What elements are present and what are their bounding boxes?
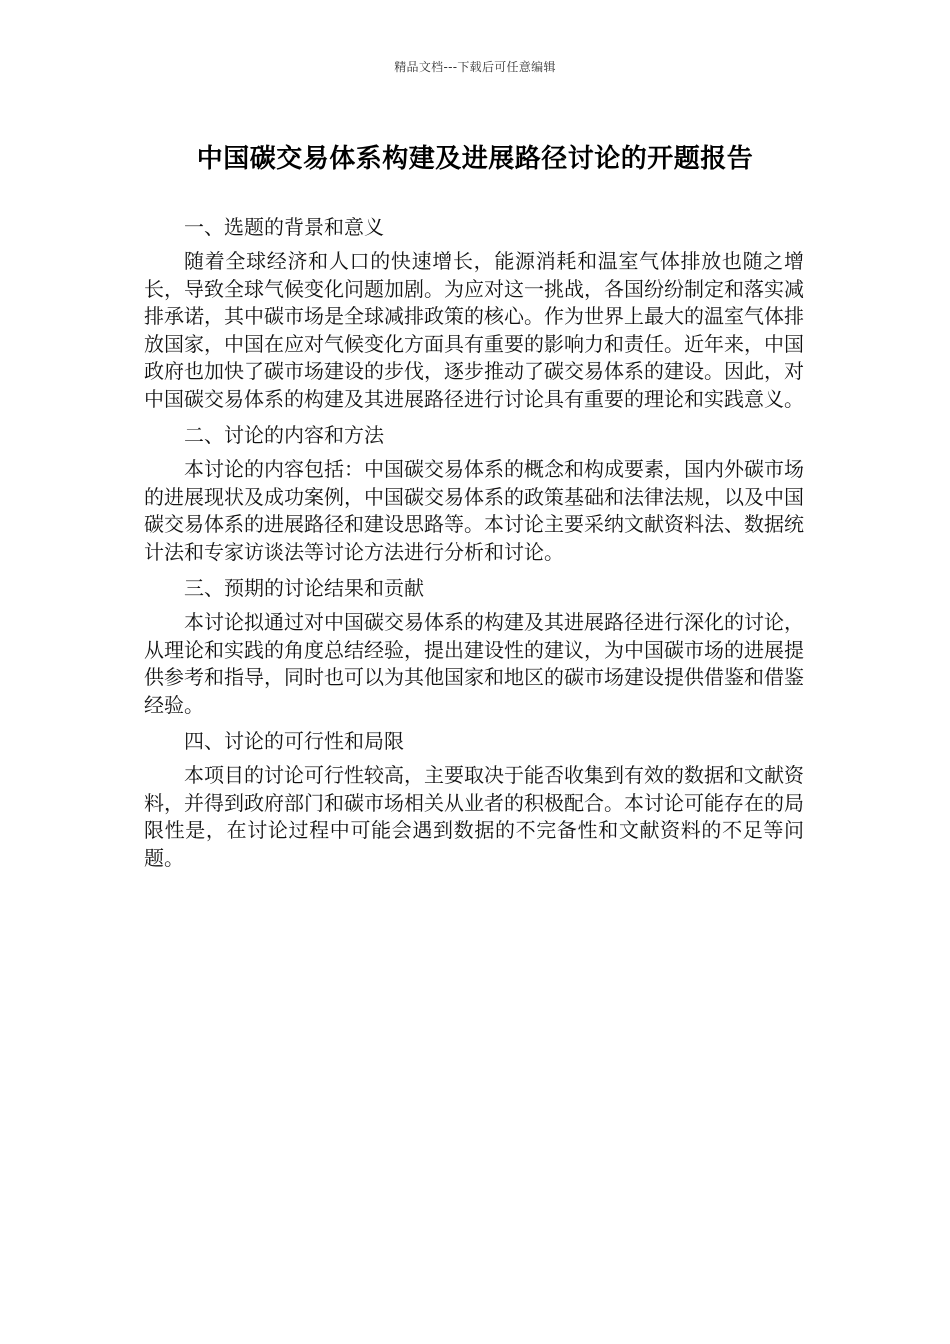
section-heading: 一、选题的背景和意义 [184,215,384,239]
section-heading: 三、预期的讨论结果和贡献 [184,576,424,600]
section-heading: 四、讨论的可行性和局限 [184,729,404,753]
section-content-method [144,420,804,566]
section-background [144,212,804,413]
document-body [144,212,804,879]
section-paragraph: 本项目的讨论可行性较高，主要取决于能否收集到有效的数据和文献资料，并得到政府部门和碳市场相关从业者的积极配合。本讨论可能存在的局限性是，在讨论过程中可能会遇到数据的不完备性和文献资料的不足等问题。 [144,763,804,870]
page-header: 精品文档---下载后可任意编辑 [394,60,556,74]
section-feasibility [144,726,804,872]
section-heading: 二、讨论的内容和方法 [184,423,384,447]
section-expected-results [144,573,804,719]
section-paragraph: 随着全球经济和人口的快速增长，能源消耗和温室气体排放也随之增长，导致全球气候变化问题加剧。为应对这一挑战，各国纷纷制定和落实减排承诺，其中碳市场是全球减排政策的核心。作为世界上最大的温室气体排放国家，中国在应对气候变化方面具有重要的影响力和责任。近年来，中国政府也加快了碳市场建设的步伐，逐步推动了碳交易体系的建设。因此，对中国碳交易体系的构建及其进展路径进行讨论具有重要的理论和实践意义。 [144,249,804,411]
section-paragraph: 本讨论的内容包括：中国碳交易体系的概念和构成要素，国内外碳市场的进展现状及成功案例，中国碳交易体系的政策基础和法律法规，以及中国碳交易体系的进展路径和建设思路等。本讨论主要采纳文献资料法、数据统计法和专家访谈法等讨论方法进行分析和讨论。 [144,457,804,564]
section-paragraph: 本讨论拟通过对中国碳交易体系的构建及其进展路径进行深化的讨论，从理论和实践的角度总结经验，提出建设性的建议，为中国碳市场的进展提供参考和指导，同时也可以为其他国家和地区的碳市场建设提供借鉴和借鉴经验。 [144,610,804,717]
document-title: 中国碳交易体系构建及进展路径讨论的开题报告 [196,144,754,174]
